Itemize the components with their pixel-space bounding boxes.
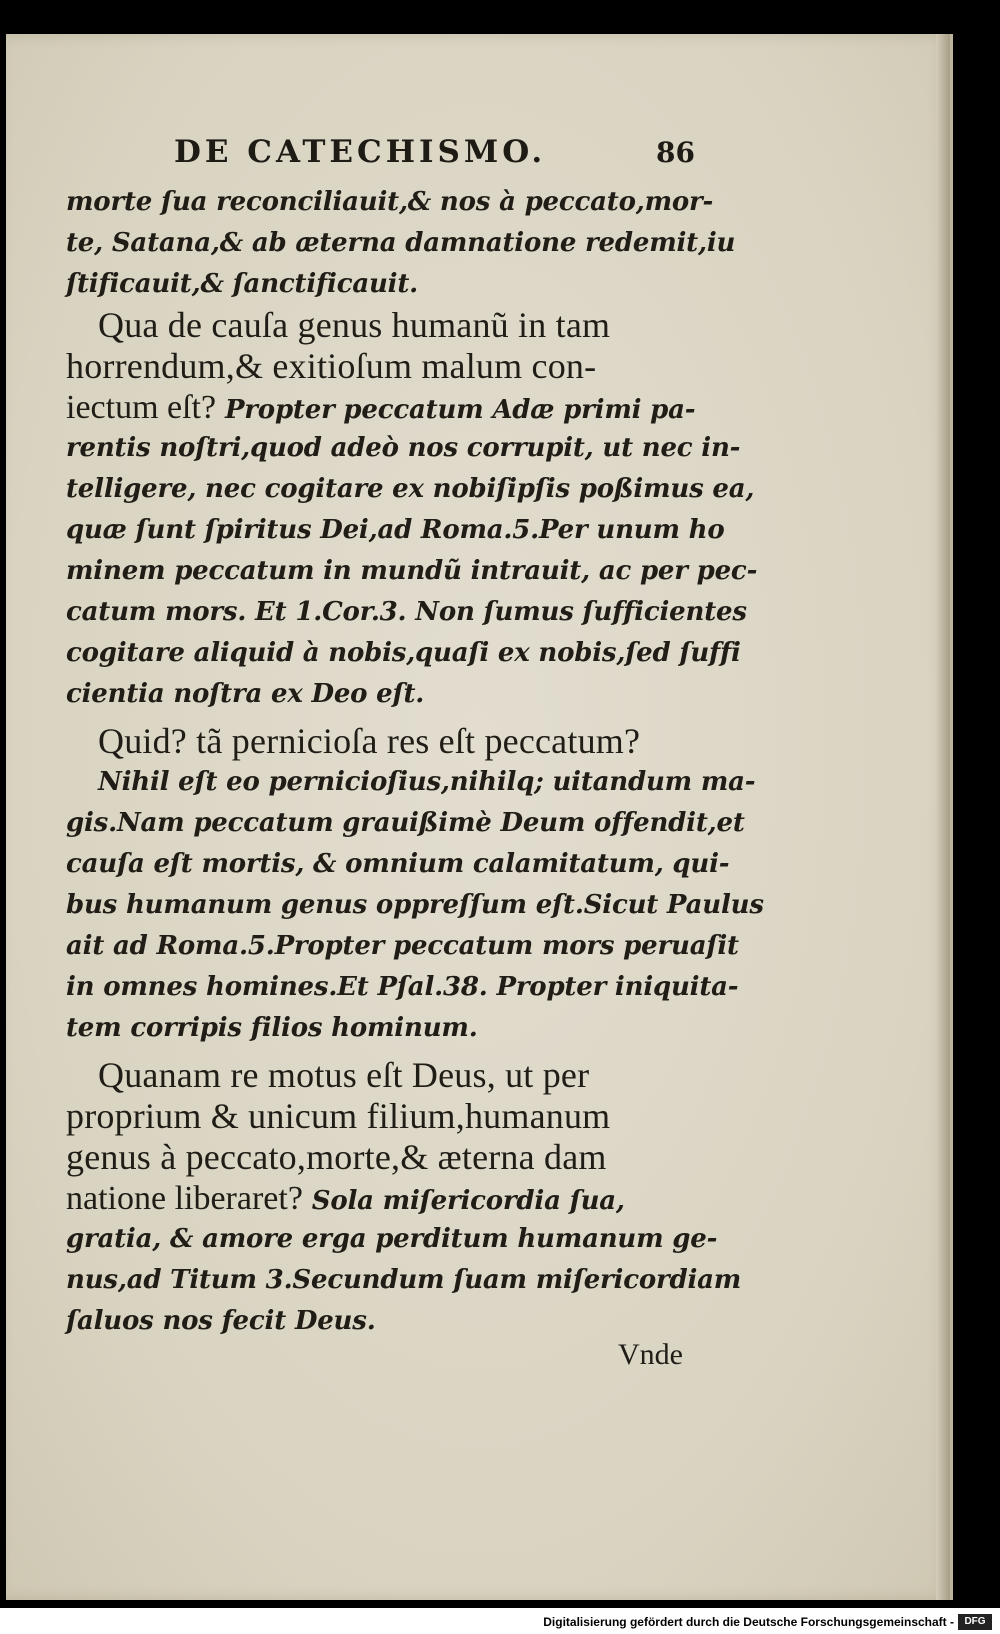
question-text: iectum eſt? <box>66 389 217 426</box>
answer-text: Propter peccatum Adæ primi pa- <box>216 395 696 425</box>
text-line <box>66 1096 682 1137</box>
catchword: Vnde <box>618 1338 683 1371</box>
text-line <box>66 721 682 762</box>
running-head <box>6 134 950 174</box>
text-line <box>66 223 736 264</box>
text-line <box>66 592 747 633</box>
answer-text: morte ſua reconciliauit,& nos à peccato,mor- <box>66 187 714 217</box>
text-line <box>66 469 755 510</box>
funding-credit: Digitalisierung gefördert durch die Deutsche Forschungsgemeinschaft - <box>543 1615 954 1629</box>
answer-text: ait ad Roma.5.Propter peccatum mors peruaſit <box>66 931 739 961</box>
answer-text: minem peccatum in mundũ intrauit, ac per pec- <box>66 556 758 586</box>
text-line <box>66 674 682 715</box>
dfg-logo: DFG <box>958 1614 992 1630</box>
text-line <box>66 387 696 428</box>
answer-text: telligere, nec cogitare ex nobiſipſis poßimus ea, <box>66 474 755 504</box>
text-line <box>66 428 741 469</box>
answer-text: catum mors. Et 1.Cor.3. Non ſumus ſufficientes <box>66 597 747 627</box>
question-text: Qua de cauſa genus humanũ in tam <box>98 305 611 345</box>
book-page <box>6 34 953 1600</box>
answer-text: te, Satana,& ab æterna damnatione redemit,iu <box>66 228 736 258</box>
footer-bar <box>0 1608 1000 1634</box>
text-line <box>66 762 756 803</box>
text-line <box>66 1301 682 1342</box>
text-line <box>66 305 682 346</box>
text-line <box>66 510 725 551</box>
text-line <box>66 1137 682 1178</box>
text-line <box>66 551 758 592</box>
answer-text: Nihil eſt eo pernicioſius,nihilq; uitandum ma- <box>98 767 756 797</box>
answer-text: gis.Nam peccatum grauißimè Deum offendit,et <box>66 808 745 838</box>
answer-text: Sola miſericordia ſua, <box>302 1186 625 1216</box>
question-text: natione liberaret? <box>66 1180 303 1217</box>
answer-text: ſaluos nos fecit Deus. <box>66 1306 376 1336</box>
question-text: proprium & unicum filium,humanum <box>66 1096 611 1136</box>
text-line <box>66 633 741 674</box>
answer-text: tem corripis filios hominum. <box>66 1013 478 1043</box>
text-line <box>66 1008 682 1049</box>
text-line <box>66 967 739 1008</box>
text-line <box>66 1178 682 1219</box>
text-line <box>66 346 682 387</box>
text-line <box>66 1260 742 1301</box>
text-block <box>66 182 764 1342</box>
text-line <box>66 1055 682 1096</box>
question-text: Quid? tã pernicioſa res eſt peccatum? <box>98 721 641 761</box>
page-edge <box>936 34 950 1600</box>
answer-text: bus humanum genus oppreſſum eſt.Sicut Paulus <box>66 890 764 920</box>
answer-text: in omnes homines.Et Pſal.38. Propter iniquita- <box>66 972 739 1002</box>
question-text: genus à peccato,morte,& æterna dam <box>66 1137 607 1177</box>
answer-text: rentis noſtri,quod adeò nos corrupit, ut nec in- <box>66 433 741 463</box>
text-line <box>66 182 714 223</box>
text-line <box>66 926 739 967</box>
answer-text: quæ ſunt ſpiritus Dei,ad Roma.5.Per unum ho <box>66 515 725 545</box>
text-line <box>66 264 682 305</box>
text-line <box>66 1219 718 1260</box>
answer-text: cogitare aliquid à nobis,quaſi ex nobis,ſed ſuffi <box>66 638 741 668</box>
text-line <box>66 885 764 926</box>
answer-text: cientia noſtra ex Deo eſt. <box>66 679 425 709</box>
running-head-title: DE CATECHISMO. <box>174 134 547 170</box>
answer-text: gratia, & amore erga perditum humanum ge- <box>66 1224 718 1254</box>
answer-text: nus,ad Titum 3.Secundum ſuam miſericordiam <box>66 1265 742 1295</box>
text-line <box>66 803 745 844</box>
answer-text: ſtificauit,& ſanctificauit. <box>66 269 419 299</box>
question-text: Quanam re motus eſt Deus, ut per <box>98 1055 590 1095</box>
answer-text: cauſa eſt mortis, & omnium calamitatum, qui- <box>66 849 730 879</box>
page-number: 86 <box>656 136 695 169</box>
text-line <box>66 844 730 885</box>
question-text: horrendum,& exitioſum malum con- <box>66 346 597 386</box>
